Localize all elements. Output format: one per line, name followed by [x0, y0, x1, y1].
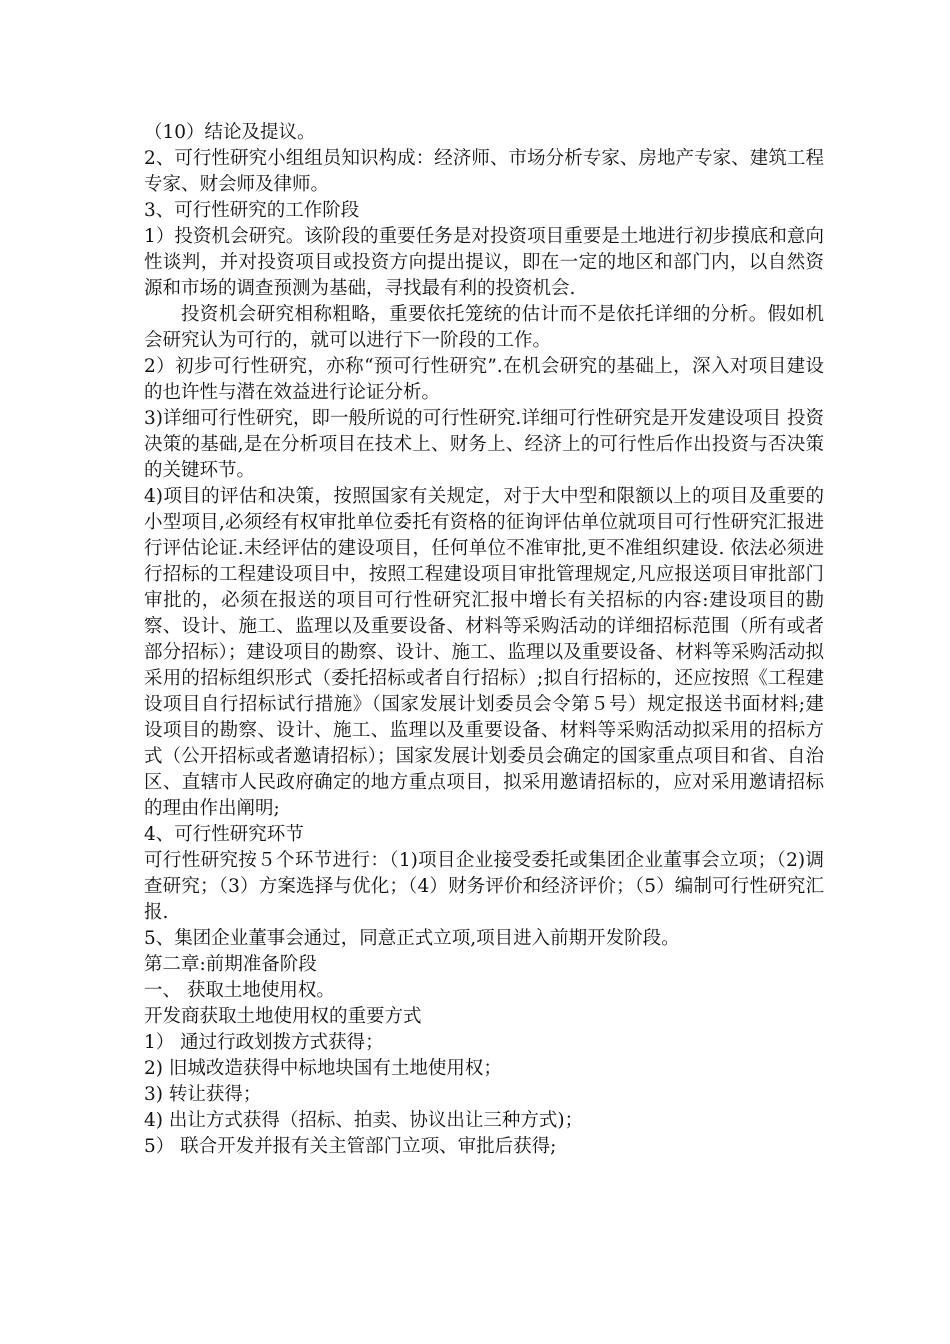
- study-steps-paragraph: 可行性研究按５个环节进行：（1)项目企业接受委托或集团企业董事会立项；（2)调查研究；（3）方案选择与优化；（4）财务评价和经济评价；（5）编制可行性研究汇报.: [144, 850, 824, 923]
- section-heading-study-steps: 4、可行性研究环节: [144, 824, 304, 845]
- stage-investment-opportunity: 1）投资机会研究。该阶段的重要任务是对投资项目重要是土地进行初步摸底和意向性谈判，并对投资项目或投资方向提出提议，即在一定的地区和部门内，以自然资源和市场的调查预测为基础，寻找最有利的投资机会.: [144, 226, 824, 299]
- land-method-item: 3) 转让获得；: [144, 1084, 262, 1105]
- stage-evaluation-decision: 4)项目的评估和决策，按照国家有关规定，对于大中型和限额以上的项目及重要的小型项目,必须经有权审批单位委托有资格的征询评估单位就项目可行性研究汇报进行评估论证.未经评估的建设项目，任何单位不准审批,更不准组织建设. 依法必须进行招标的工程建设项目中，按照工程建设项目审批管理规定,凡应报送项目审批部门审批的，必须在报送的项目可行性研究汇报中增长有关招标的内容:建设项目的勘察、设计、施工、监理以及重要设备、材料等采购活动的详细招标范围（所有或者部分招标）；建设项目的勘察、设计、施工、监理以及重要设备、材料等采购活动拟采用的招标组织形式（委托招标或者自行招标）;拟自行招标的，还应按照《工程建设项目自行招标试行措施》（国家发展计划委员会令第５号）规定报送书面材料;建设项目的勘察、设计、施工、监理以及重要设备、材料等采购活动拟采用的招标方式（公开招标或者邀请招标）；国家发展计划委员会确定的国家重点项目和省、自治区、直辖市人民政府确定的地方重点项目，拟采用邀请招标的，应对采用邀请招标的理由作出阐明;: [144, 486, 824, 819]
- investment-opportunity-note: 投资机会研究相称粗略，重要依托笼统的估计而不是依托详细的分析。假如机会研究认为可行的，就可以进行下一阶段的工作。: [144, 304, 824, 351]
- document-body: [144, 120, 824, 1160]
- chapter-heading: 第二章:前期准备阶段: [144, 954, 317, 975]
- conclusion-item: （10）结论及提议。: [144, 122, 316, 143]
- land-method-item: 5） 联合开发并报有关主管部门立项、审批后获得;: [144, 1136, 557, 1157]
- stage-detailed-feasibility: 3)详细可行性研究，即一般所说的可行性研究.详细可行性研究是开发建设项目 投资决策的基础,是在分析项目在技术上、财务上、经济上的可行性后作出投资与否决策的关键环节。: [144, 408, 824, 481]
- study-team-paragraph: 2、可行性研究小组组员知识构成：经济师、市场分析专家、房地产专家、建筑工程专家、财会师及律师。: [144, 148, 824, 195]
- section-heading-work-stages: 3、可行性研究的工作阶段: [144, 200, 360, 221]
- land-method-item: 1） 通过行政划拨方式获得；: [144, 1032, 384, 1053]
- land-method-item: 2) 旧城改造获得中标地块国有土地使用权；: [144, 1058, 502, 1079]
- section-heading-land-rights: 一、 获取土地使用权。: [144, 980, 335, 1001]
- stage-preliminary-feasibility: 2）初步可行性研究，亦称“预可行性研究”.在机会研究的基础上，深入对项目建设的也许性与潜在效益进行论证分析。: [144, 356, 824, 403]
- land-methods-intro: 开发商获取土地使用权的重要方式: [144, 1006, 422, 1027]
- land-method-item: 4) 出让方式获得（招标、拍卖、协议出让三种方式)；: [144, 1110, 584, 1131]
- board-approval-paragraph: 5、集团企业董事会通过，同意正式立项,项目进入前期开发阶段。: [144, 928, 680, 949]
